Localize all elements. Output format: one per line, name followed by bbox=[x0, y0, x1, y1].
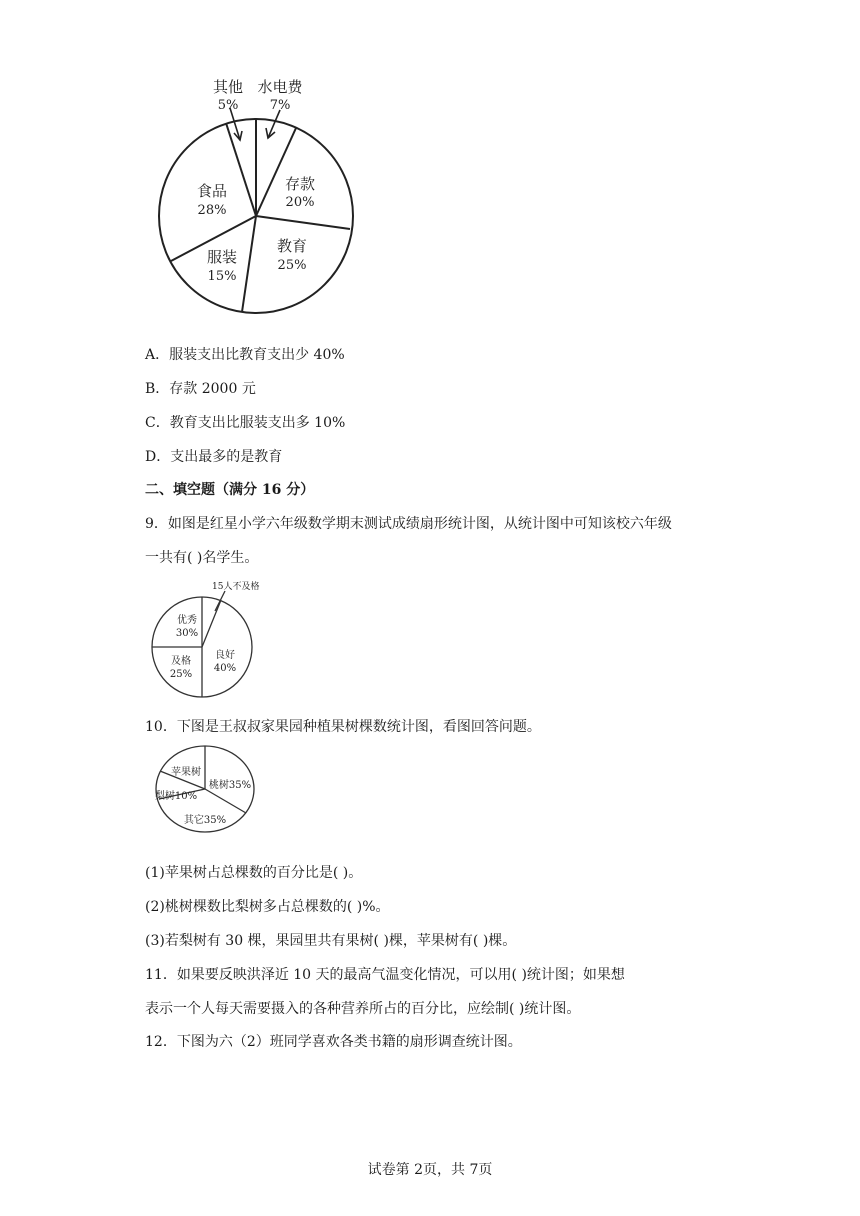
label-other-trees: 其它35% bbox=[183, 815, 227, 826]
label-peach: 桃树35% bbox=[208, 780, 252, 791]
section-heading: 二、填空题（满分 16 分） bbox=[145, 482, 315, 498]
slice-divider-education-clothing bbox=[242, 216, 256, 312]
option-a: A．服装支出比教育支出少 40% bbox=[145, 347, 345, 363]
label-good: 良好 bbox=[215, 650, 235, 661]
option-b: B．存款 2000 元 bbox=[145, 381, 256, 397]
q10-sub3: (3)若梨树有 30 棵，果园里共有果树( )棵，苹果树有( )棵。 bbox=[145, 933, 517, 949]
grades-divider-fail bbox=[202, 600, 221, 647]
q12: 12．下图为六（2）班同学喜欢各类书籍的扇形调查统计图。 bbox=[145, 1034, 522, 1050]
label-pass-pct: 25% bbox=[169, 669, 193, 680]
label-education-pct: 25% bbox=[277, 258, 307, 273]
label-food-pct: 28% bbox=[197, 203, 227, 218]
q11-line2: 表示一个人每天需要摄入的各种营养所占的百分比，应绘制( )统计图。 bbox=[145, 1001, 581, 1017]
label-education: 教育 bbox=[276, 237, 308, 255]
q9-line1: 9．如图是红星小学六年级数学期末测试成绩扇形统计图，从统计图中可知该校六年级 bbox=[145, 516, 672, 532]
label-clothing: 服装 bbox=[206, 248, 238, 266]
label-pass: 及格 bbox=[171, 656, 191, 667]
q10-intro: 10．下图是王叔叔家果园种植果树棵数统计图，看图回答问题。 bbox=[145, 719, 541, 735]
expense-pie-chart bbox=[150, 70, 370, 320]
label-good-pct: 40% bbox=[213, 663, 237, 674]
option-d: D．支出最多的是教育 bbox=[145, 449, 283, 465]
label-savings-pct: 20% bbox=[285, 195, 315, 210]
label-apple: 苹果树 bbox=[171, 767, 201, 778]
callout-fail: 15人不及格 bbox=[212, 582, 260, 592]
fruit-divider-other-peach bbox=[205, 789, 246, 813]
option-c: C．教育支出比服装支出多 10% bbox=[145, 415, 346, 431]
q9-line2: 一共有( )名学生。 bbox=[145, 550, 259, 566]
label-savings: 存款 bbox=[284, 175, 316, 193]
label-excellent-pct: 30% bbox=[175, 628, 199, 639]
label-excellent: 优秀 bbox=[177, 615, 197, 626]
label-food: 食品 bbox=[196, 182, 228, 200]
grades-pie-chart bbox=[145, 575, 275, 705]
q10-sub2: (2)桃树棵数比梨树多占总棵数的( )%。 bbox=[145, 899, 390, 915]
grades-callout-line bbox=[215, 591, 225, 611]
page-footer: 试卷第 2页，共 7页 bbox=[367, 1162, 493, 1178]
label-clothing-pct: 15% bbox=[207, 269, 237, 284]
label-other: 其他 bbox=[212, 78, 244, 96]
fruit-tree-pie-chart bbox=[152, 744, 264, 844]
label-pear: 梨树10% bbox=[154, 791, 198, 802]
q11-line1: 11．如果要反映洪泽近 10 天的最高气温变化情况，可以用( )统计图；如果想 bbox=[145, 967, 625, 983]
q10-sub1: (1)苹果树占总棵数的百分比是( )。 bbox=[145, 865, 363, 881]
label-other-pct: 5% bbox=[217, 98, 239, 113]
label-water: 水电费 bbox=[257, 78, 303, 96]
label-water-pct: 7% bbox=[269, 98, 291, 113]
slice-divider-savings-education bbox=[256, 216, 350, 229]
